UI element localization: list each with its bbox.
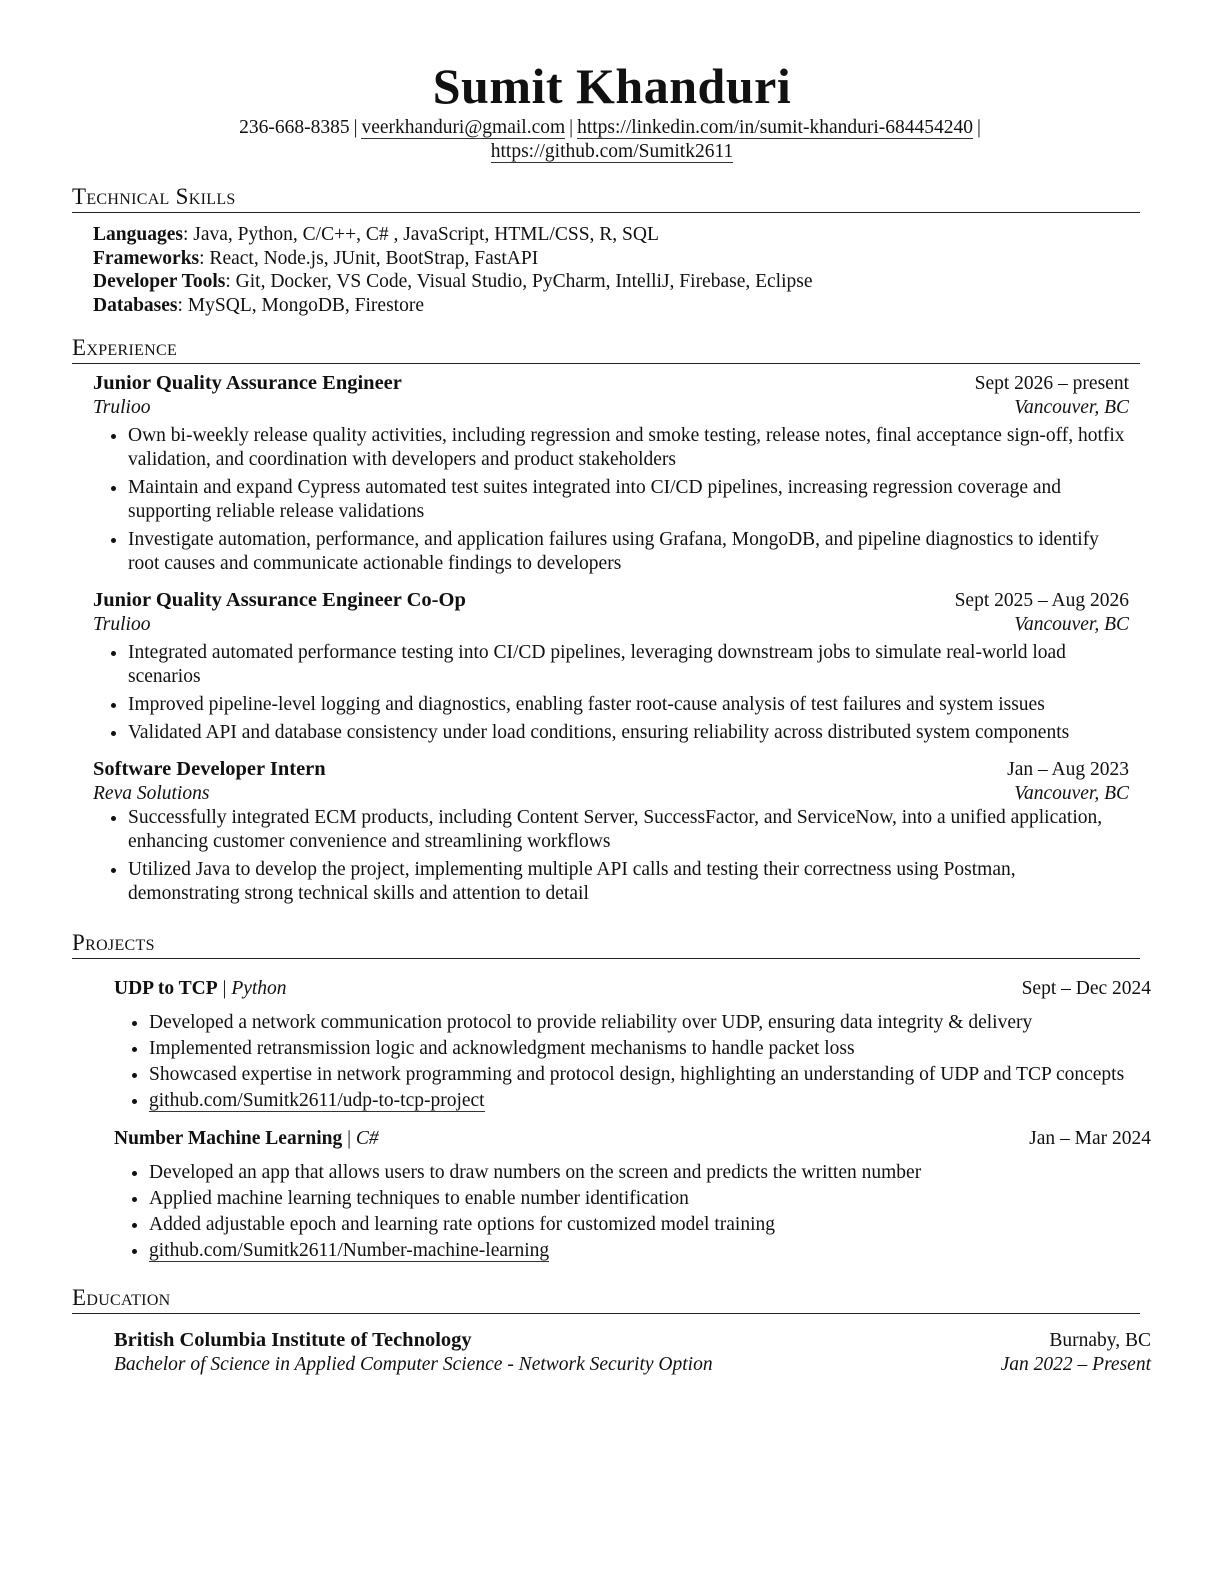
project-entry — [114, 1127, 1151, 1263]
job-role: Junior Quality Assurance Engineer — [93, 372, 402, 394]
project-name: UDP to TCP — [114, 978, 218, 999]
list-item: • Improved pipeline-level logging and diagnostics, enabling faster root-cause analysis of test failures and system issues — [128, 693, 1129, 717]
separator: | — [222, 978, 227, 999]
project-heading — [114, 977, 287, 1001]
education-entry — [114, 1328, 1151, 1377]
job-location: Vancouver, BC — [1014, 783, 1129, 804]
project-bullets — [114, 1011, 1151, 1113]
skill-row — [93, 294, 1152, 318]
job-company: Trulioo — [93, 614, 151, 635]
school-name: British Columbia Institute of Technology — [114, 1329, 472, 1351]
job-header — [93, 371, 1129, 396]
job-header — [93, 588, 1129, 613]
job-dates: Sept 2026 – present — [974, 373, 1129, 394]
contact-line — [72, 116, 1152, 140]
section-title-experience: Experience — [72, 335, 1140, 364]
separator: | — [353, 117, 358, 138]
job-entry — [93, 757, 1129, 906]
list-item: • Own bi-weekly release quality activities, including regression and smoke testing, release notes, final acceptance sign-off, hotfix validation, and coordination with developers and product stakeholders — [128, 424, 1129, 472]
resume-page — [72, 58, 1152, 1377]
phone-number: 236-668-8385 — [239, 117, 350, 138]
skill-row — [93, 247, 1152, 271]
job-entry — [93, 371, 1129, 576]
job-subheader — [93, 613, 1129, 637]
list-item: • Integrated automated performance testing into CI/CD pipelines, leveraging downstream jobs to simulate real-world load scenarios — [128, 641, 1129, 689]
list-item: • Investigate automation, performance, and application failures using Grafana, MongoDB, and pipeline diagnostics to identify root causes and communicate actionable findings to developers — [128, 528, 1129, 576]
project-dates: Jan – Mar 2024 — [1029, 1128, 1151, 1149]
separator: | — [977, 117, 981, 138]
skill-row — [93, 270, 1152, 294]
project-heading — [114, 1127, 379, 1151]
list-item: • Successfully integrated ECM products, including Content Server, SuccessFactor, and ServiceNow, into a unified application, enhancing customer convenience and streamlining workflows — [128, 806, 1129, 854]
email-link[interactable]: veerkhanduri@gmail.com — [361, 117, 566, 138]
list-item: • Applied machine learning techniques to enable number identification — [149, 1187, 1151, 1211]
list-item: • Showcased expertise in network programming and protocol design, highlighting an understanding of UDP and TCP concepts — [149, 1063, 1151, 1087]
job-header — [93, 757, 1129, 782]
job-location: Vancouver, BC — [1014, 397, 1129, 418]
list-item: • Added adjustable epoch and learning rate options for customized model training — [149, 1213, 1151, 1237]
skill-row — [93, 223, 1152, 247]
list-item: • Maintain and expand Cypress automated test suites integrated into CI/CD pipelines, increasing regression coverage and supporting reliable release validations — [128, 476, 1129, 524]
list-item: • Developed an app that allows users to draw numbers on the screen and predicts the written number — [149, 1161, 1151, 1185]
job-bullets — [93, 641, 1129, 745]
job-company: Trulioo — [93, 397, 151, 418]
job-location: Vancouver, BC — [1014, 614, 1129, 635]
education-subheader — [114, 1353, 1151, 1377]
list-item: • Utilized Java to develop the project, implementing multiple API calls and testing their correctness using Postman, demonstrating strong technical skills and attention to detail — [128, 858, 1129, 906]
job-dates: Sept 2025 – Aug 2026 — [954, 590, 1129, 611]
section-title-skills: Technical Skills — [72, 184, 1140, 213]
project-tech: C# — [355, 1128, 379, 1149]
section-title-projects: Projects — [72, 930, 1140, 959]
skill-label: Languages — [93, 224, 183, 245]
list-item: • Validated API and database consistency under load conditions, ensuring reliability across distributed system components — [128, 721, 1129, 745]
job-company: Reva Solutions — [93, 783, 210, 804]
separator: | — [347, 1128, 352, 1149]
skill-label: Developer Tools — [93, 271, 226, 292]
education-header — [114, 1328, 1151, 1353]
job-entry — [93, 588, 1129, 745]
contact-line-2 — [72, 140, 1152, 164]
list-item: • Developed a network communication protocol to provide reliability over UDP, ensuring data integrity & delivery — [149, 1011, 1151, 1035]
list-item: • Implemented retransmission logic and acknowledgment mechanisms to handle packet loss — [149, 1037, 1151, 1061]
project-entry — [114, 977, 1151, 1113]
skill-label: Databases — [93, 294, 178, 316]
skill-value: : Java, Python, C/C++, C# , JavaScript, HTML/CSS, R, SQL — [182, 224, 659, 245]
list-item — [149, 1089, 1151, 1113]
job-role: Software Developer Intern — [93, 758, 326, 780]
project-name: Number Machine Learning — [114, 1128, 343, 1149]
job-bullets — [93, 806, 1129, 906]
job-subheader — [93, 782, 1129, 806]
skill-value: : MySQL, MongoDB, Firestore — [177, 294, 424, 316]
github-link[interactable]: https://github.com/Sumitk2611 — [490, 141, 734, 162]
skill-value: : Git, Docker, VS Code, Visual Studio, PyCharm, IntelliJ, Firebase, Eclipse — [225, 271, 813, 292]
section-title-education: Education — [72, 1285, 1140, 1314]
job-role: Junior Quality Assurance Engineer Co-Op — [93, 589, 466, 611]
project-repo-link[interactable]: github.com/Sumitk2611/Number-machine-learning — [149, 1240, 550, 1261]
school-location: Burnaby, BC — [1049, 1330, 1151, 1351]
project-tech: Python — [231, 978, 287, 999]
project-header — [114, 1127, 1151, 1151]
project-header — [114, 977, 1151, 1001]
linkedin-link[interactable]: https://linkedin.com/in/sumit-khanduri-684454240 — [577, 117, 974, 138]
separator: | — [569, 117, 574, 138]
skill-label: Frameworks — [93, 247, 200, 269]
job-bullets — [93, 424, 1129, 576]
skills-list — [93, 223, 1152, 317]
candidate-name: Sumit Khanduri — [432, 58, 792, 114]
job-dates: Jan – Aug 2023 — [1007, 759, 1129, 780]
education-dates: Jan 2022 – Present — [1000, 1354, 1151, 1375]
degree: Bachelor of Science in Applied Computer Science - Network Security Option — [114, 1354, 713, 1375]
list-item — [149, 1239, 1151, 1263]
skill-value: : React, Node.js, JUnit, BootStrap, FastAPI — [199, 247, 539, 269]
job-subheader — [93, 396, 1129, 420]
project-repo-link[interactable]: github.com/Sumitk2611/udp-to-tcp-project — [149, 1090, 485, 1111]
project-dates: Sept – Dec 2024 — [1021, 978, 1151, 999]
project-bullets — [114, 1161, 1151, 1263]
